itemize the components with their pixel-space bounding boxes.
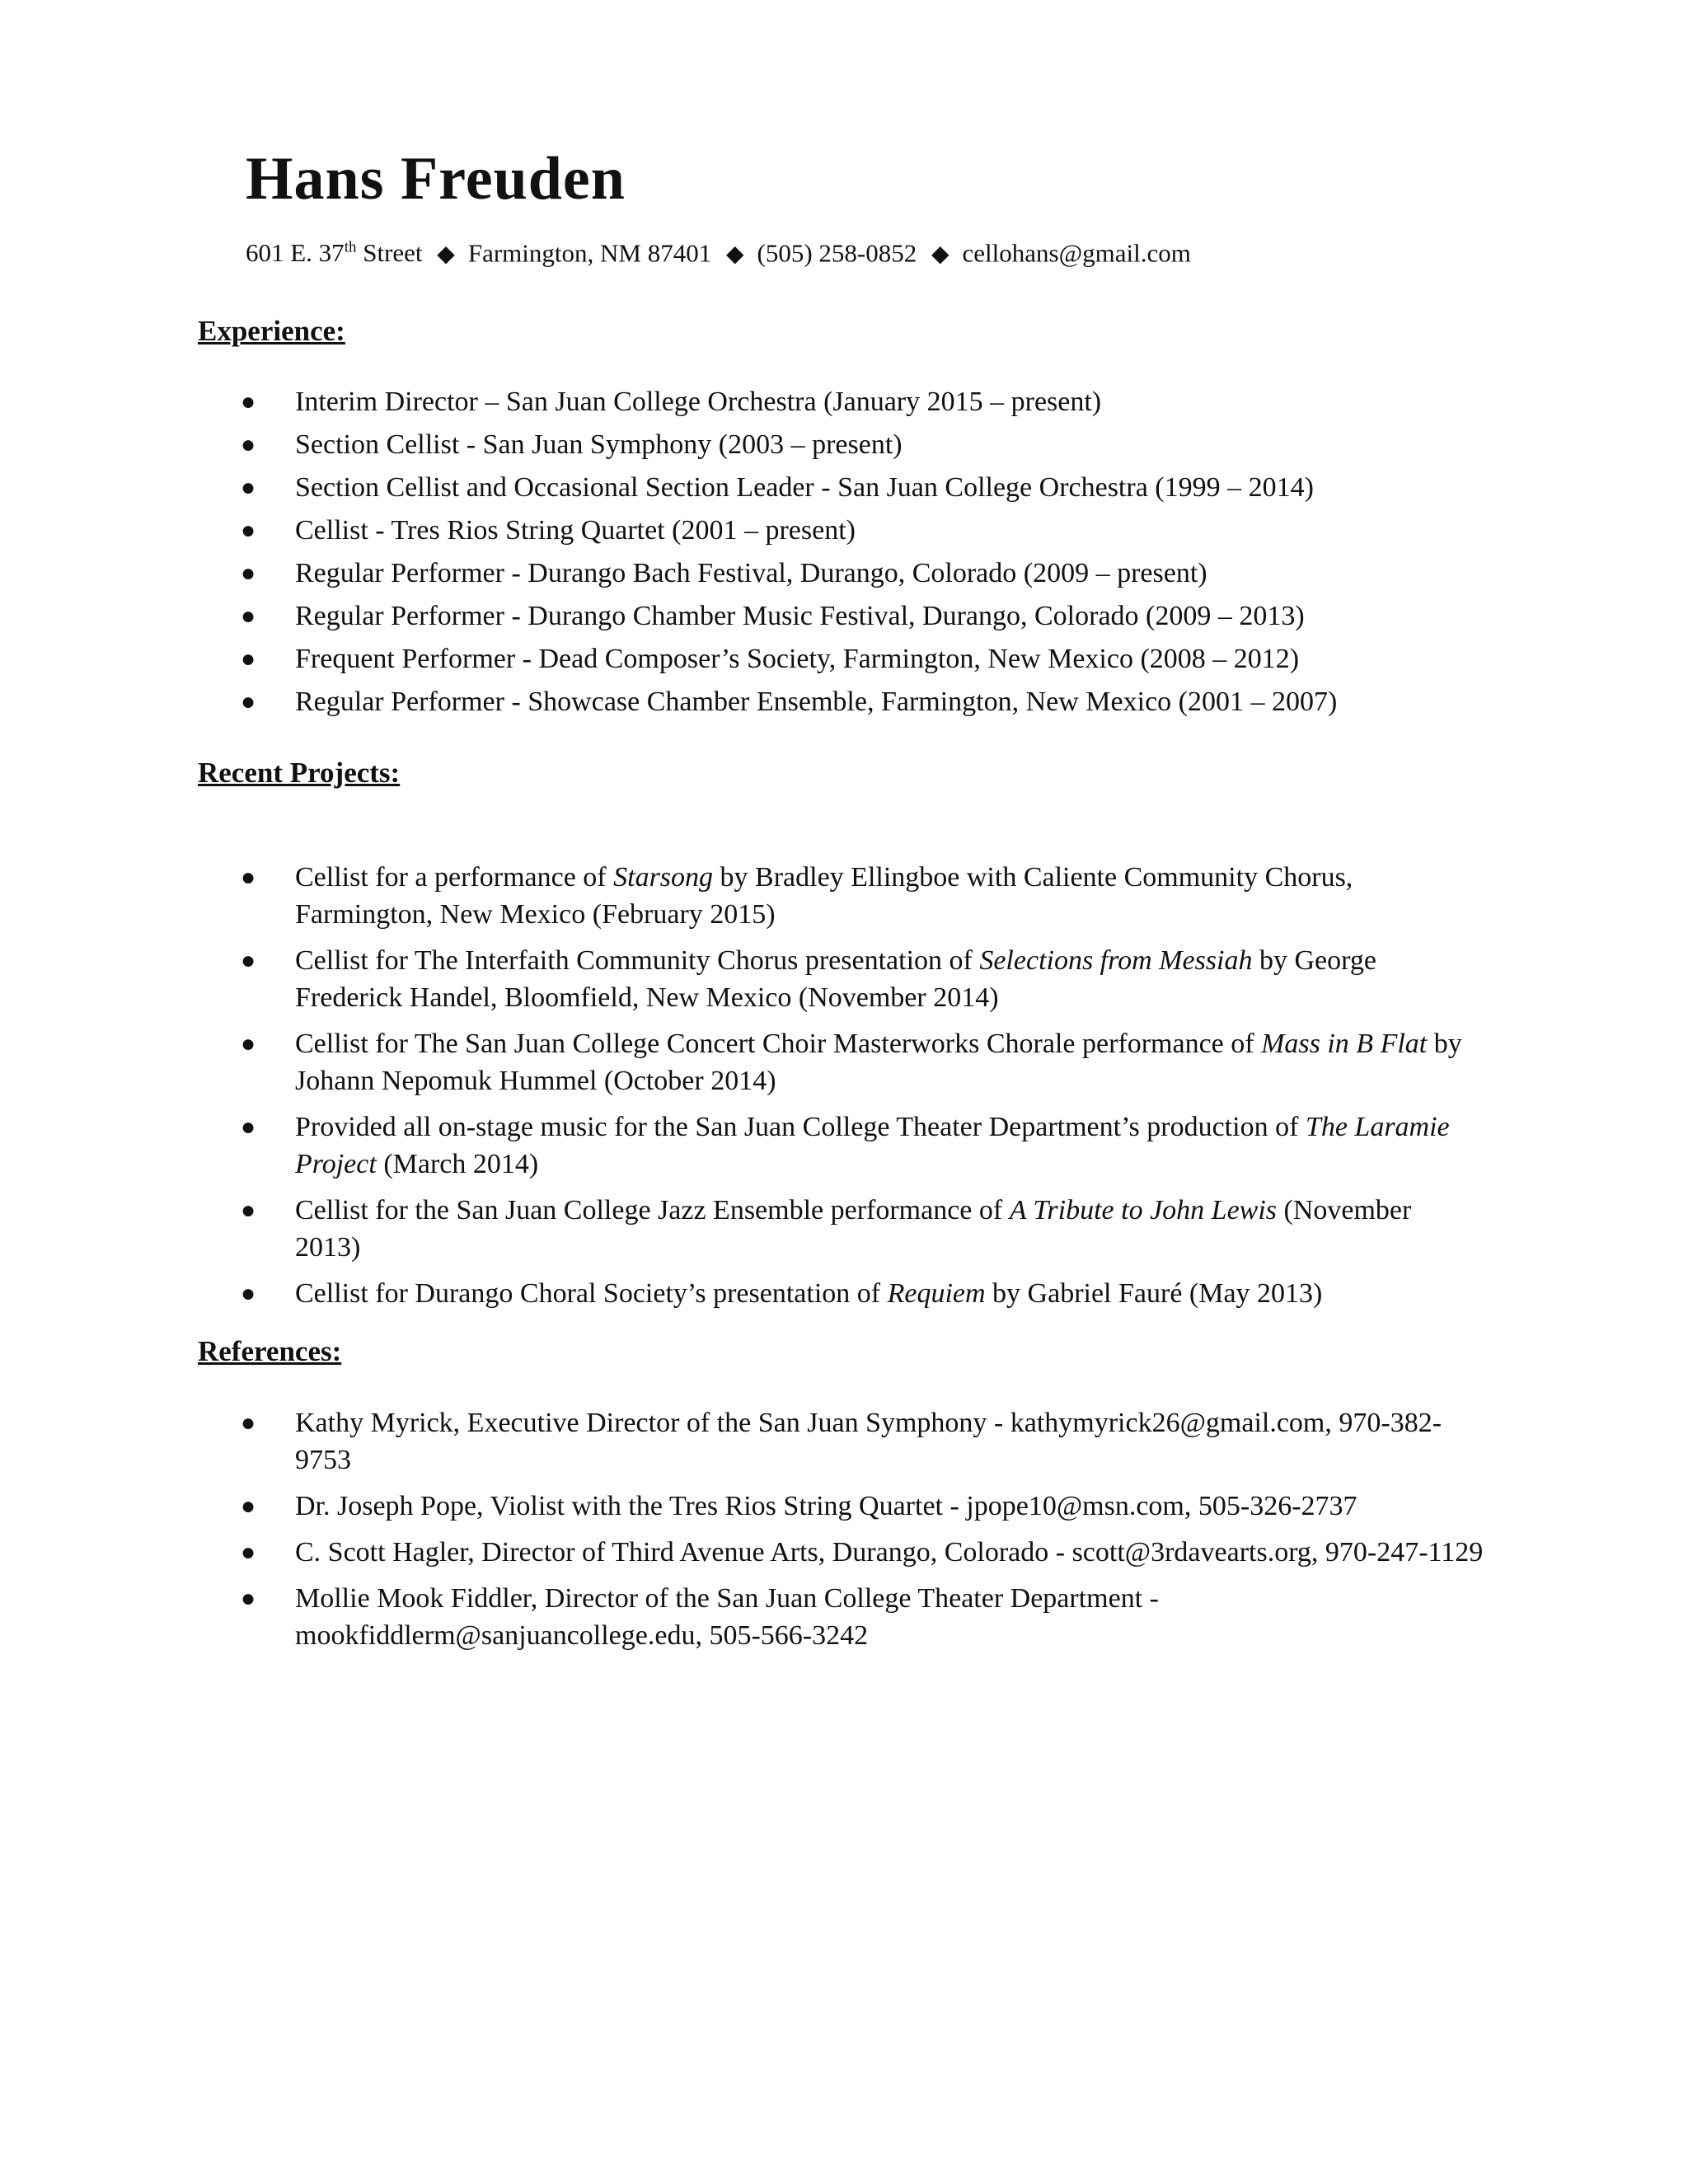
work-title: The Laramie Project — [295, 1112, 1450, 1179]
bullet-icon: ● — [241, 474, 256, 501]
list-item — [198, 1192, 1484, 1266]
address-street: Street — [356, 238, 423, 268]
bullet-icon: ● — [241, 864, 256, 891]
work-title: Requiem — [887, 1278, 986, 1309]
list-item — [198, 1108, 1484, 1183]
project-text: Cellist for a performance of — [295, 862, 614, 893]
project-text: Cellist for The Interfaith Community Chorus presentation of — [295, 945, 980, 976]
address-number: 601 E. 37 — [246, 238, 345, 268]
experience-text: Regular Performer - Durango Chamber Music Festival, Durango, Colorado (2009 – 2013) — [295, 601, 1305, 631]
list-item — [198, 469, 1484, 506]
list-item — [198, 1580, 1484, 1654]
list-item — [198, 1275, 1484, 1312]
list-item — [198, 859, 1484, 933]
reference-text: Kathy Myrick, Executive Director of the San Juan Symphony - kathymyrick26@gmail.com, 970-382-9753 — [295, 1408, 1442, 1475]
bullet-icon: ● — [241, 602, 256, 630]
experience-text: Regular Performer - Durango Bach Festival, Durango, Colorado (2009 – present) — [295, 558, 1207, 588]
list-item — [198, 942, 1484, 1016]
bullet-icon: ● — [241, 688, 256, 715]
contact-line — [246, 232, 1191, 271]
experience-heading: Experience: — [198, 315, 345, 347]
experience-text: Frequent Performer - Dead Composer’s Society, Farmington, New Mexico (2008 – 2012) — [295, 644, 1300, 674]
work-title: Mass in B Flat — [1261, 1029, 1428, 1059]
projects-heading: Recent Projects: — [198, 757, 401, 789]
reference-text: Mollie Mook Fiddler, Director of the San Juan College Theater Department - mookfiddlerm@sanjuancollege.edu, 505-566-3242 — [295, 1583, 1159, 1651]
bullet-icon: ● — [241, 1030, 256, 1057]
bullet-icon: ● — [241, 1197, 256, 1224]
project-text: by George Frederick Handel, Bloomfield, New Mexico (November 2014) — [295, 945, 1376, 1013]
city-state-zip: Farmington, NM 87401 — [467, 238, 712, 268]
list-item — [198, 1534, 1484, 1571]
references-list — [198, 1404, 1484, 1663]
address-ordinal: th — [344, 239, 357, 256]
list-item — [198, 555, 1484, 592]
bullet-icon: ● — [241, 517, 256, 544]
bullet-icon: ● — [241, 1539, 256, 1566]
project-text: by Gabriel Fauré (May 2013) — [985, 1278, 1323, 1309]
project-text: Cellist for the San Juan College Jazz Ensemble performance of — [295, 1195, 1010, 1226]
experience-list — [198, 383, 1484, 726]
experience-text: Interim Director – San Juan College Orchestra (January 2015 – present) — [295, 387, 1102, 417]
work-title: Starsong — [613, 862, 714, 893]
projects-list — [198, 859, 1484, 1321]
project-text: (November 2013) — [295, 1195, 1412, 1263]
bullet-icon: ● — [241, 1280, 256, 1307]
list-item — [198, 598, 1484, 635]
bullet-icon: ● — [241, 1409, 256, 1436]
diamond-separator-icon: ◆ — [931, 241, 950, 268]
project-text: Provided all on-stage music for the San Juan College Theater Department’s production of — [295, 1112, 1306, 1142]
experience-text: Cellist - Tres Rios String Quartet (2001 – present) — [295, 515, 856, 546]
email-address: cellohans@gmail.com — [962, 238, 1191, 268]
list-item — [198, 426, 1484, 463]
list-item — [198, 1488, 1484, 1525]
bullet-icon: ● — [241, 1493, 256, 1520]
bullet-icon: ● — [241, 645, 256, 673]
project-text: Cellist for Durango Choral Society’s presentation of — [295, 1278, 888, 1309]
diamond-separator-icon: ◆ — [725, 241, 744, 268]
address — [246, 238, 423, 267]
list-item — [198, 383, 1484, 420]
reference-text: C. Scott Hagler, Director of Third Avenue Arts, Durango, Colorado - scott@3rdavearts.org, 970-247-1129 — [295, 1537, 1484, 1568]
work-title: Selections from Messiah — [979, 945, 1253, 976]
project-text: (March 2014) — [376, 1149, 539, 1179]
project-text: Cellist for The San Juan College Concert Choir Masterworks Chorale performance of — [295, 1029, 1262, 1059]
list-item — [198, 1025, 1484, 1099]
bullet-icon: ● — [241, 1113, 256, 1141]
bullet-icon: ● — [241, 1585, 256, 1612]
bullet-icon: ● — [241, 431, 256, 458]
bullet-icon: ● — [241, 560, 256, 587]
diamond-separator-icon: ◆ — [437, 241, 455, 268]
list-item — [198, 512, 1484, 549]
resume-name: Hans Freuden — [246, 145, 626, 213]
project-text: by Johann Nepomuk Hummel (October 2014) — [295, 1029, 1462, 1096]
project-text: by Bradley Ellingboe with Caliente Community Chorus, Farmington, New Mexico (February 2015) — [295, 862, 1353, 930]
work-title: A Tribute to John Lewis — [1009, 1195, 1278, 1226]
experience-text: Section Cellist - San Juan Symphony (2003 – present) — [295, 429, 903, 460]
list-item — [198, 683, 1484, 720]
bullet-icon: ● — [241, 947, 256, 974]
reference-text: Dr. Joseph Pope, Violist with the Tres Rios String Quartet - jpope10@msn.com, 505-326-2737 — [295, 1491, 1357, 1521]
references-heading: References: — [198, 1335, 342, 1367]
list-item — [198, 640, 1484, 677]
bullet-icon: ● — [241, 388, 256, 415]
experience-text: Regular Performer - Showcase Chamber Ensemble, Farmington, New Mexico (2001 – 2007) — [295, 687, 1338, 717]
list-item — [198, 1404, 1484, 1479]
phone-number: (505) 258-0852 — [757, 238, 917, 268]
experience-text: Section Cellist and Occasional Section Leader - San Juan College Orchestra (1999 – 2014) — [295, 472, 1314, 503]
